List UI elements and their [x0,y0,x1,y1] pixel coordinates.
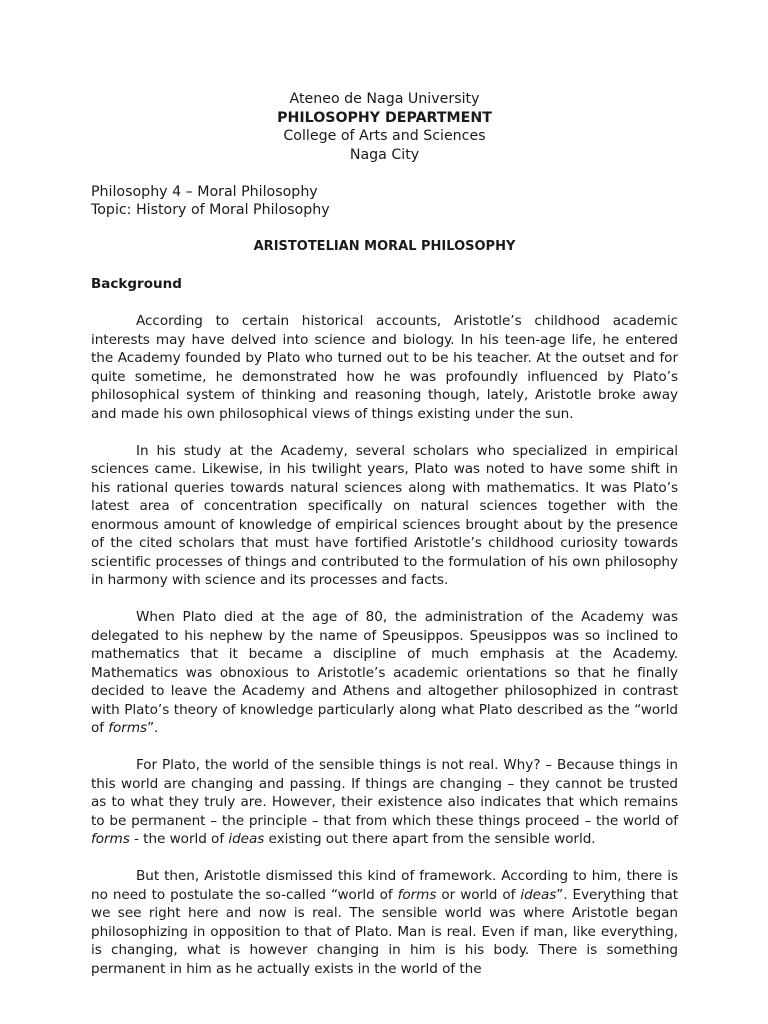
italic-term: ideas [228,831,265,847]
paragraph [91,442,678,590]
paragraph-text: - the world of [129,831,229,847]
section-heading: Background [91,276,182,292]
italic-term: forms [91,831,130,847]
paragraph-text: ”. Everything that we see right here and now is real. The sensible world was where Aristotle began philosophizing in opposition to that of Plato. Man is real. Even if man, like everything, is changing, what is however changing in him is his body. There is something permanent in him as he actually exists in the world of the [91,886,679,977]
department-name: PHILOSOPHY DEPARTMENT [277,109,492,126]
college-name: College of Arts and Sciences [283,128,486,144]
course-subject: Philosophy 4 – Moral Philosophy [91,183,318,200]
paragraph-text: or world of [436,886,521,903]
paragraph-text: For Plato, the world of the sensible things is not real. Why? – Because things in this world are changing and passing. If things are changing – they cannot be trusted as to what they truly are. However, their existence also indicates that which remains to be permanent – the principle – that from which these things proceed – the world of [91,757,678,829]
italic-term: forms [108,720,148,736]
city-name: Naga City [349,146,420,163]
paragraph-text: In his study at the Academy, several scholars who specialized in empirical sciences came. Likewise, in his twilight years, Plato was noted to have some shift in his rational queries towards natural sciences along with mathematics. It was Plato’s latest area of concentration specifically on natural sciences together with the enormous amount of knowledge of empirical sciences brought about by the presence of the cited scholars that must have fortified Aristotle’s childhood curiosity towards scientific processes of things and contributed to the formulation of his own philosophy in harmony with science and its processes and facts. [91,442,678,588]
paragraph-text: ”. [147,720,159,736]
paragraph-text: existing out there apart from the sensible world. [264,831,596,847]
italic-term: forms [397,886,437,903]
paragraph [91,756,678,849]
university-name: Ateneo de Naga University [289,91,480,107]
paragraph-text: According to certain historical accounts, Aristotle’s childhood academic interests may have delved into science and biology. In his teen-age life, he entered the Academy founded by Plato who turned out to be his teacher. At the outset and for quite sometime, he demonstrated how he was profoundly influenced by Plato’s philosophical system of thinking and reasoning though, lately, Aristotle broke away and made his own philosophical views of things existing under the sun. [91,313,678,422]
document-page [91,90,678,978]
paragraph [91,312,678,423]
paragraph [91,867,678,978]
course-info [91,183,678,220]
letterhead [91,90,678,164]
italic-term: ideas [520,886,557,903]
paragraph [91,608,678,738]
document-title: ARISTOTELIAN MORAL PHILOSOPHY [253,239,516,254]
course-topic: Topic: History of Moral Philosophy [91,202,330,218]
paragraph-text: But then, Aristotle dismissed this kind of framework. According to him, there is no need to postulate the so-called “world of [91,868,678,903]
paragraph-text: When Plato died at the age of 80, the administration of the Academy was delegated to his nephew by the name of Speusippos. Speusippos was so inclined to mathematics that it became a discipline of much emphasis at the Academy. Mathematics was obnoxious to Aristotle’s academic orientations so that he finally decided to leave the Academy and Athens and altogether philosophized in contrast with Plato’s theory of knowledge particularly along what Plato described as the “world of [91,609,678,736]
